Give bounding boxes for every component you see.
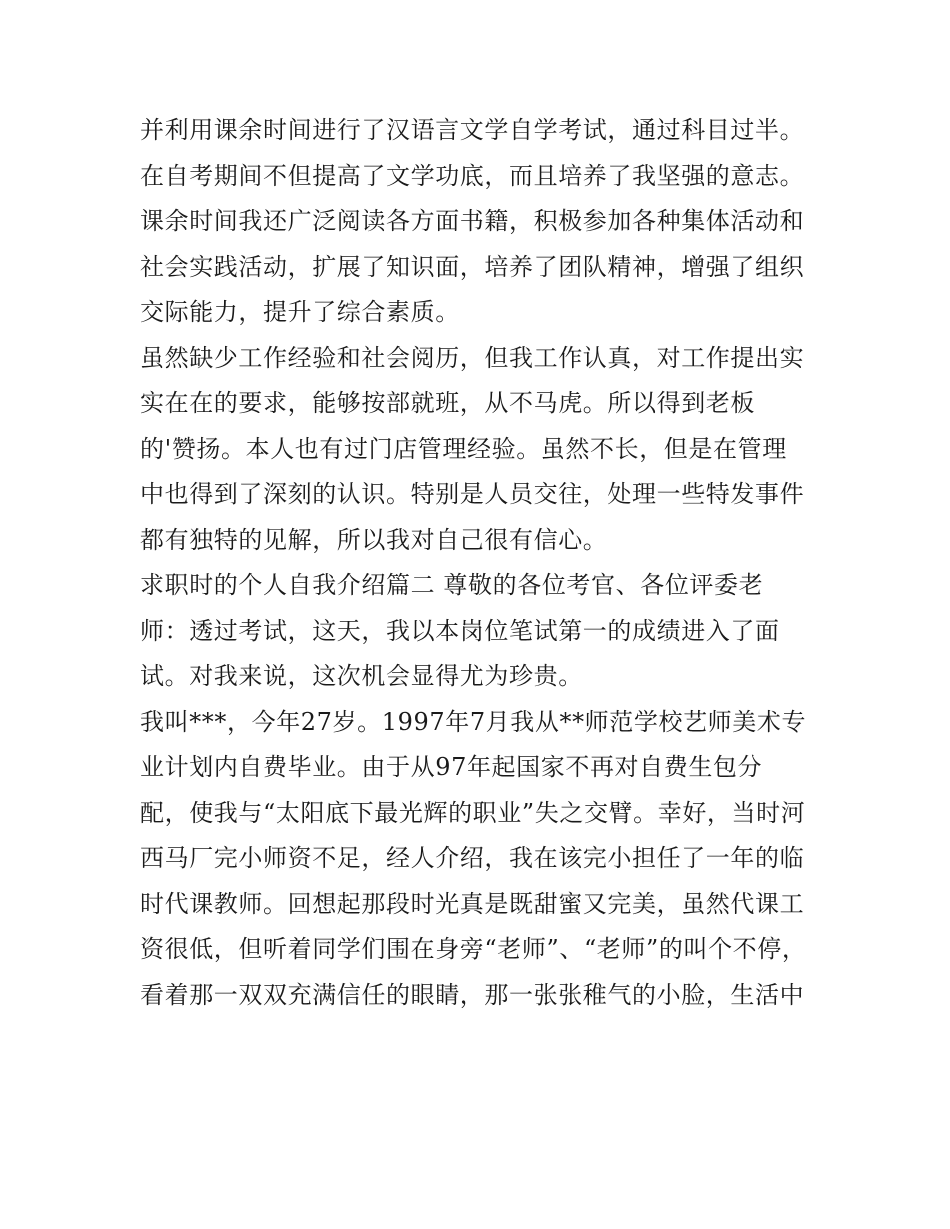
text-line: 课余时间我还广泛阅读各方面书籍，积极参加各种集体活动和 [140,207,805,235]
text-line: 求职时的个人自我介绍篇二 尊敬的各位考官、各位评委老 [140,571,764,599]
document-body [140,108,820,1018]
text-line: 看着那一双双充满信任的眼睛，那一张张稚气的小脸，生活中 [140,980,805,1009]
text-line: 社会实践活动，扩展了知识面，培养了团队精神，增强了组织 [140,252,805,281]
text-line: 中也得到了深刻的认识。特别是人员交往，处理一些特发事件 [140,480,805,508]
text-line: 西马厂完小师资不足，经人介绍，我在该完小担任了一年的临 [140,844,805,872]
text-line: 并利用课余时间进行了汉语言文学自学考试，通过科目过半。 [140,116,805,144]
text-line: 交际能力，提升了综合素质。 [140,298,460,326]
text-line: 业计划内自费毕业。由于从97年起国家不再对自费生包分 [140,753,763,781]
text-line: 师：透过考试，这天，我以本岗位笔试第一的成绩进入了面 [140,616,780,645]
text-line: 在自考期间不但提高了文学功底，而且培养了我坚强的意志。 [140,161,805,190]
text-line: 我叫***，今年27岁。1997年7月我从**师范学校艺师美术专 [140,707,807,736]
text-line: 都有独特的见解，所以我对自己很有信心。 [140,525,608,554]
text-line: 实在在的要求，能够按部就班，从不马虎。所以得到老板 [140,389,755,417]
text-line: 试。对我来说，这次机会显得尤为珍贵。 [140,662,583,690]
text-line: 虽然缺少工作经验和社会阅历，但我工作认真，对工作提出实 [140,343,805,372]
text-line: 的'赞扬。本人也有过门店管理经验。虽然不长，但是在管理 [140,434,787,463]
text-line: 资很低，但听着同学们围在身旁“老师”、“老师”的叫个不停， [140,935,807,963]
text-line: 配，使我与“太阳底下最光辉的职业”失之交臂。幸好，当时河 [140,798,806,827]
text-line: 时代课教师。回想起那段时光真是既甜蜜又完美，虽然代课工 [140,889,805,918]
